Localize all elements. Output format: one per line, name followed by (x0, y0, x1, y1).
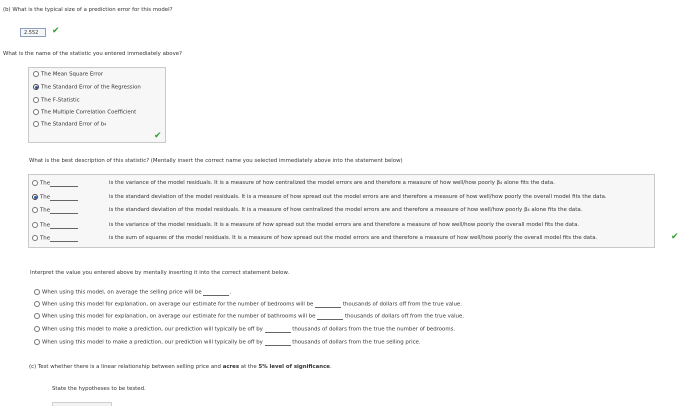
interpret-option-3[interactable] (34, 313, 464, 320)
blank-line (50, 228, 78, 229)
radio-icon[interactable] (34, 326, 40, 332)
radio-icon[interactable] (32, 180, 38, 186)
option-prefix: The (40, 222, 51, 229)
blank-line (50, 213, 78, 214)
blank-line (317, 319, 343, 320)
option-text: When using this model, on average the selling price will be (42, 289, 202, 296)
option-mean-square-error[interactable] (33, 71, 103, 78)
part-c-text-mid: at the (240, 364, 257, 370)
radio-icon[interactable] (32, 207, 38, 213)
description-option-4[interactable] (32, 222, 78, 229)
option-multiple-correlation[interactable] (33, 109, 136, 116)
blank-line (315, 307, 341, 308)
typical-error-answer-field[interactable]: 2.552 (20, 28, 46, 37)
blank-line (50, 186, 78, 187)
statistic-options-panel (28, 67, 166, 143)
blank-line (50, 241, 78, 242)
radio-icon[interactable] (33, 71, 39, 77)
statistic-name-prompt: What is the name of the statistic you entered immediately above? (3, 51, 182, 57)
radio-icon[interactable] (32, 222, 38, 228)
state-hypotheses-label: State the hypotheses to be tested. (52, 386, 146, 392)
option-text-end: thousands of dollars off from the true value. (342, 301, 462, 308)
blank-line (50, 200, 78, 201)
option-label: The Multiple Correlation Coefficient (41, 109, 137, 116)
option-text-end: thousands of dollars from the true selling price. (292, 339, 421, 346)
part-c-variable: acres (222, 364, 240, 370)
part-c-text: (c) Test whether there is a linear relationship between selling price and (29, 364, 221, 370)
description-option-2[interactable] (32, 194, 78, 201)
option-label: The Standard Error of the Regression (41, 84, 141, 91)
description-text-4: is the variance of the model residuals. It is a measure of how spread out the model errors are and therefore a measure of how well/how poorly the overall model fits the data. (109, 222, 580, 228)
option-label: The F-Statistic (41, 97, 80, 104)
option-standard-error-b4[interactable] (33, 121, 106, 128)
radio-selected-icon[interactable] (32, 194, 38, 200)
radio-icon[interactable] (33, 109, 39, 115)
radio-icon[interactable] (34, 289, 40, 295)
radio-icon[interactable] (34, 339, 40, 345)
interpret-prompt: Interpret the value you entered above by mentally inserting it into the correct statement below. (30, 270, 290, 276)
option-prefix: The (40, 194, 51, 201)
radio-icon[interactable] (34, 301, 40, 307)
radio-icon[interactable] (32, 235, 38, 241)
part-c-question (29, 364, 332, 370)
correct-check-icon: ✔ (52, 26, 60, 36)
description-text-1: is the variance of the model residuals. It is a measure of how centralized the model errors are and therefore a measure of how well/how poorly β₄ alone fits the data. (109, 180, 555, 186)
description-text-5: is the sum of squares of the model residuals. It is a measure of how spread out the model errors are and therefore a measure of how well/how poorly the overall model fits the data. (109, 235, 598, 241)
description-options-panel (28, 174, 655, 248)
option-f-statistic[interactable] (33, 97, 80, 104)
correct-check-icon: ✔ (671, 232, 679, 242)
option-label: The Mean Square Error (41, 71, 103, 78)
description-option-3[interactable] (32, 207, 78, 214)
blank-line (265, 345, 291, 346)
interpret-option-5[interactable] (34, 339, 421, 346)
description-option-1[interactable] (32, 180, 78, 187)
interpret-option-1[interactable] (34, 289, 231, 296)
description-option-5[interactable] (32, 235, 78, 242)
option-text-end: thousands of dollars from the true the number of bedrooms. (292, 326, 456, 333)
option-text-end: thousands of dollars off from the true value. (344, 313, 465, 320)
part-b-question: (b) What is the typical size of a prediction error for this model? (3, 7, 173, 13)
part-c-significance: 5% level of significance (258, 364, 330, 370)
description-text-2: is the standard deviation of the model residuals. It is a measure of how spread out the model errors are and therefore a measure of how well/how poorly the overall model fits the data. (109, 194, 607, 200)
interpret-option-2[interactable] (34, 301, 462, 308)
part-c-text-end: . (329, 364, 332, 370)
description-prompt: What is the best description of this statistic? (Mentally insert the correct name you selected immediately above into the statement below) (29, 158, 403, 164)
radio-icon[interactable] (33, 97, 39, 103)
option-text: When using this model for explanation, on average our estimate for the number of bedrooms will be (42, 301, 314, 308)
blank-line (265, 332, 291, 333)
radio-selected-icon[interactable] (33, 84, 39, 90)
option-text-end: . (229, 289, 232, 296)
option-text: When using this model for explanation, on average our estimate for the number of bathrooms will be (42, 313, 316, 320)
option-text: When using this model to make a prediction, our prediction will typically be off by (42, 326, 263, 333)
radio-icon[interactable] (34, 313, 40, 319)
correct-check-icon: ✔ (154, 131, 162, 141)
hypotheses-input-area[interactable] (52, 402, 112, 406)
blank-line (203, 295, 229, 296)
option-text: When using this model to make a prediction, our prediction will typically be off by (42, 339, 263, 346)
option-standard-error-regression[interactable] (33, 84, 141, 91)
option-label: The Standard Error of b₄ (41, 121, 107, 128)
option-prefix: The (40, 235, 51, 242)
radio-icon[interactable] (33, 121, 39, 127)
interpret-option-4[interactable] (34, 326, 455, 333)
description-text-3: is the standard deviation of the model residuals. It is a measure of how centralized the model errors are and therefore a measure of how well/how poorly β₄ alone fits the data. (109, 207, 583, 213)
option-prefix: The (40, 207, 51, 214)
option-prefix: The (40, 180, 51, 187)
